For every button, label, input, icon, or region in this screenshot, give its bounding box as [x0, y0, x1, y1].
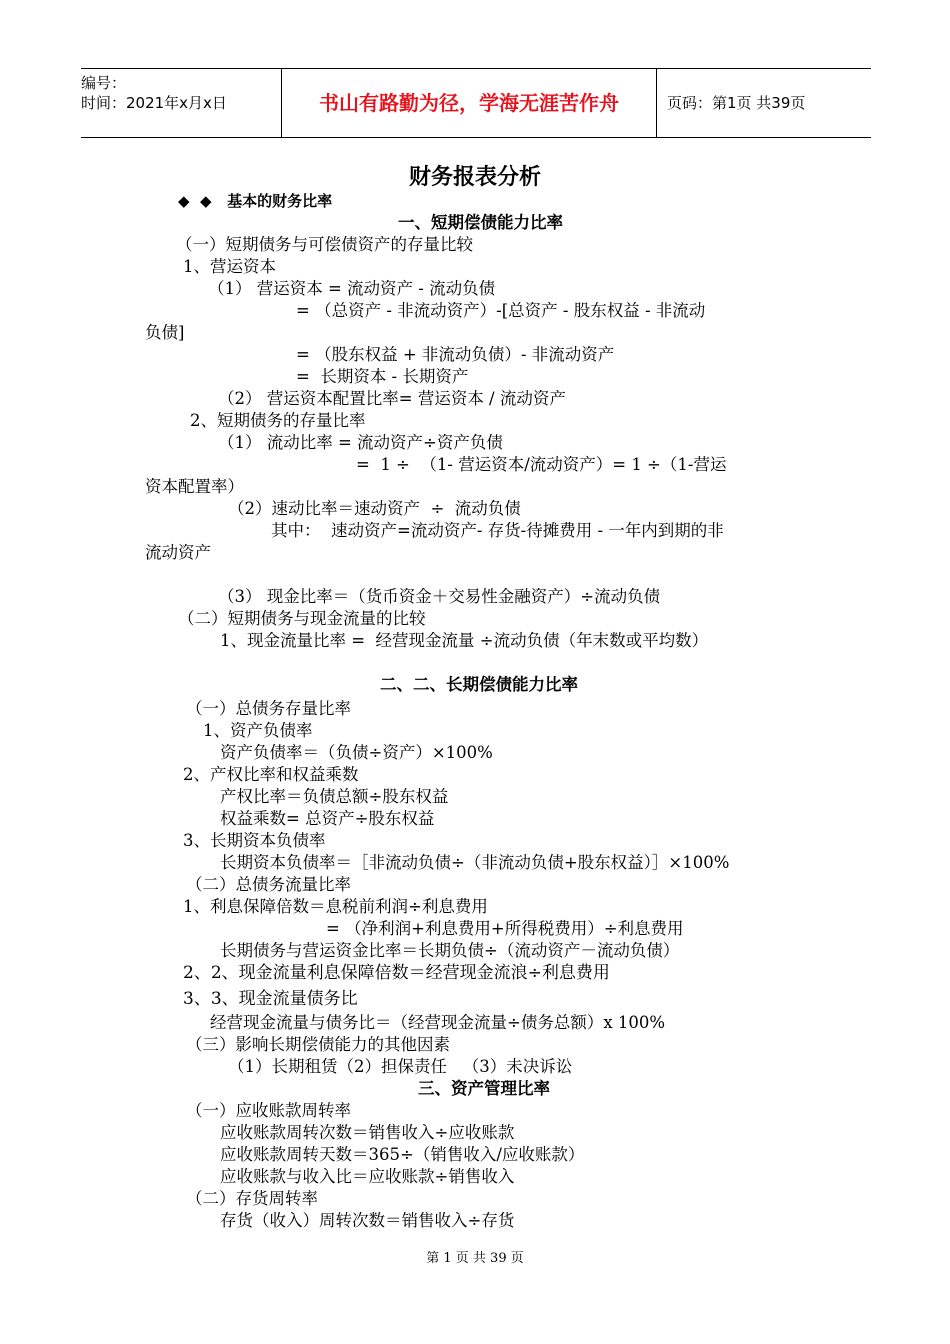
- text-line: （1）长期租赁（2）担保责任 （3）未决诉讼: [228, 1057, 573, 1076]
- formula-line: = （净利润+利息费用+所得税费用）÷利息费用: [326, 919, 684, 938]
- text-line: （三）影响长期偿债能力的其他因素: [186, 1035, 450, 1054]
- formula-line: 负债]: [145, 323, 185, 342]
- formula-line: = （股东权益 + 非流动负债）- 非流动资产: [296, 345, 615, 364]
- formula-line: 其中： 速动资产=流动资产- 存货-待摊费用 - 一年内到期的非: [271, 521, 724, 540]
- page-header: [81, 68, 871, 138]
- formula-line: 1、现金流量比率 = 经营现金流量 ÷流动负债（年末数或平均数）: [220, 631, 709, 650]
- section-heading: 二、二、长期偿债能力比率: [380, 675, 578, 694]
- formula-line: 1、利息保障倍数＝息税前利润÷利息费用: [183, 897, 488, 916]
- formula-line: 产权比率＝负债总额÷股东权益: [220, 787, 449, 806]
- formula-line: 流动资产: [145, 543, 211, 562]
- formula-line: （2）速动比率＝速动资产 ÷ 流动负债: [228, 499, 521, 518]
- formula-line: = 1 ÷ （1- 营运资本/流动资产）= 1 ÷（1-营运: [356, 455, 727, 474]
- formula-line: 2、2、现金流量利息保障倍数＝经营现金流浪÷利息费用: [183, 963, 610, 983]
- text-line: 3、3、现金流量债务比: [183, 989, 358, 1009]
- formula-line: （1） 营运资本 = 流动资产 - 流动负债: [208, 279, 496, 298]
- text-line: （二）存货周转率: [186, 1189, 318, 1208]
- page-label: 页码：第1页 共39页: [667, 94, 806, 112]
- formula-line: 经营现金流量与债务比＝（经营现金流量÷债务总额）x 100%: [210, 1013, 666, 1032]
- text-line: 2、产权比率和权益乘数: [183, 765, 359, 784]
- text-line: 3、长期资本负债率: [183, 831, 326, 850]
- section-heading: 一、短期偿债能力比率: [398, 213, 563, 232]
- formula-line: （2） 营运资本配置比率= 营运资本 / 流动资产: [218, 389, 566, 408]
- text-line: 1、资产负债率: [203, 721, 313, 740]
- text-line: 1、营运资本: [183, 257, 276, 276]
- section-subtitle: ◆ ◆ 基本的财务比率: [178, 192, 333, 210]
- formula-line: = （总资产 - 非流动资产）-[总资产 - 股东权益 - 非流动: [296, 301, 706, 320]
- formula-line: = 长期资本 - 长期资产: [296, 367, 469, 386]
- section-heading: 三、资产管理比率: [418, 1079, 550, 1098]
- text-line: （二）短期债务与现金流量的比较: [178, 609, 426, 628]
- motto: 书山有路勤为径，学海无涯苦作舟: [281, 69, 657, 137]
- time-label: 时间：2021年x月x日: [81, 94, 227, 112]
- formula-line: 应收账款周转天数＝365÷（销售收入/应收账款）: [220, 1145, 585, 1164]
- formula-line: 长期债务与营运资金比率＝长期负债÷（流动资产－流动负债）: [220, 941, 680, 960]
- text-line: （二）总债务流量比率: [186, 875, 351, 894]
- text-line: 2、短期债务的存量比率: [190, 411, 366, 430]
- formula-line: （1） 流动比率 = 流动资产÷资产负债: [218, 433, 503, 452]
- header-meta: [81, 69, 281, 137]
- formula-line: 存货（收入）周转次数＝销售收入÷存货: [220, 1211, 515, 1230]
- text-line: （一）总债务存量比率: [186, 699, 351, 718]
- text-line: （一）应收账款周转率: [186, 1101, 351, 1120]
- formula-line: 资本配置率）: [145, 477, 244, 496]
- formula-line: 权益乘数= 总资产÷股东权益: [220, 809, 435, 828]
- formula-line: （3） 现金比率＝（货币资金＋交易性金融资产）÷流动负债: [218, 587, 661, 606]
- formula-line: 资产负债率＝（负债÷资产）×100%: [220, 743, 493, 762]
- document-title: 财务报表分析: [408, 165, 541, 190]
- number-label: 编号：: [81, 74, 127, 92]
- formula-line: 应收账款与收入比＝应收账款÷销售收入: [220, 1167, 515, 1186]
- formula-line: 应收账款周转次数＝销售收入÷应收账款: [220, 1123, 515, 1142]
- page-footer: 第 1 页 共 39 页: [426, 1251, 524, 1266]
- text-line: （一）短期债务与可偿债资产的存量比较: [176, 235, 473, 254]
- formula-line: 长期资本负债率＝［非流动负债÷（非流动负债+股东权益）］×100%: [220, 853, 730, 872]
